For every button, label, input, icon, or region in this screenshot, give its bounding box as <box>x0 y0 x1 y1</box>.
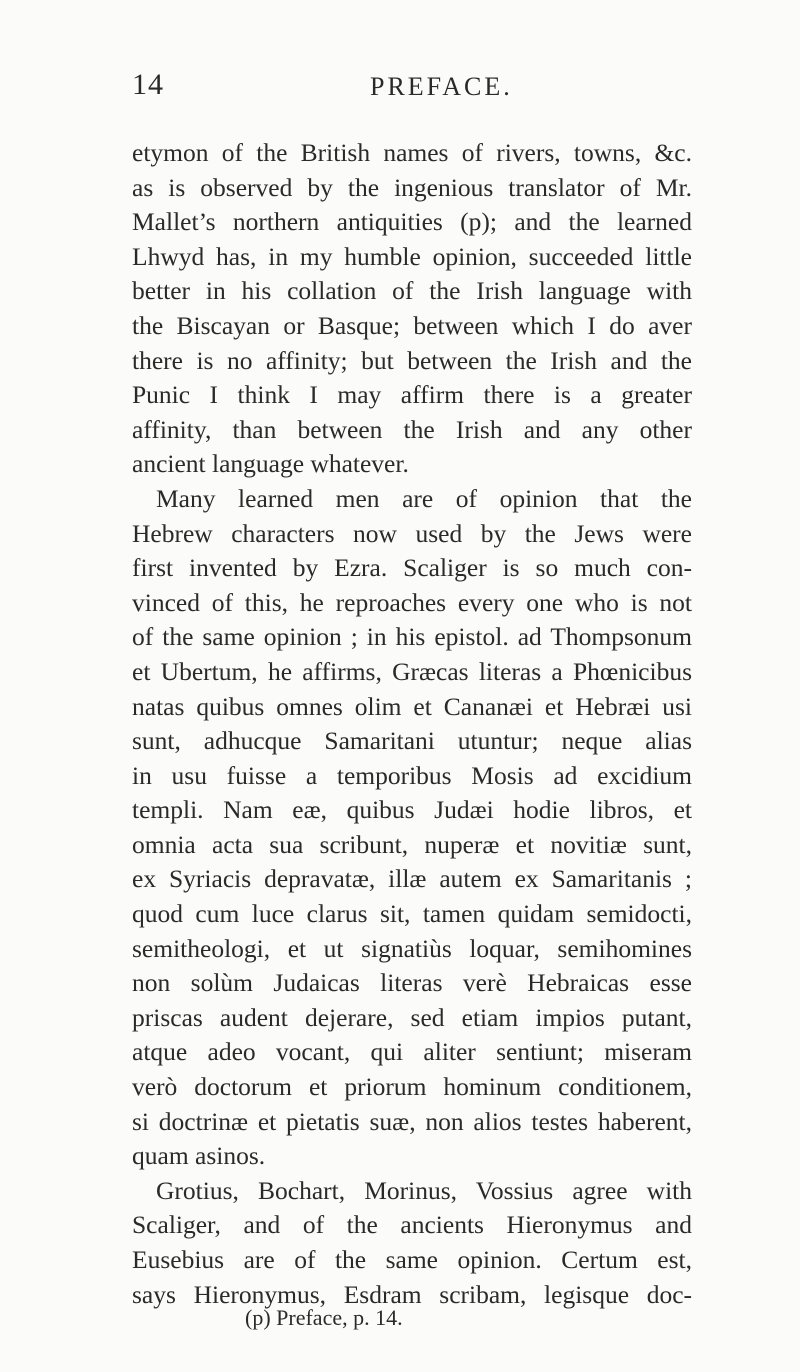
text-line: si doctrinæ et pietatis suæ, non alios testes haberent, <box>132 1106 692 1136</box>
text-line: Scaliger, and of the ancients Hieronymus and <box>132 1210 692 1240</box>
page-header <box>132 68 692 108</box>
text-line: Punic I think I may affirm there is a greater <box>132 380 692 410</box>
text-line: ancient language whatever. <box>132 449 409 479</box>
text-line: non solùm Judaicas literas verè Hebraicas esse <box>132 968 692 998</box>
text-line: there is no affinity; but between the Irish and the <box>132 345 692 375</box>
text-line: vinced of this, he reproaches every one who is not <box>132 587 692 617</box>
text-line: sunt, adhucque Samaritani utuntur; neque alias <box>132 726 692 756</box>
text-line: affinity, than between the Irish and any other <box>132 414 692 444</box>
text-line: quod cum luce clarus sit, tamen quidam semidocti, <box>132 899 692 929</box>
footnote: (p) Preface, p. 14. <box>245 1305 403 1330</box>
text-line: Mallet’s northern antiquities (p); and the learned <box>132 207 692 237</box>
text-line: better in his collation of the Irish language with <box>132 276 692 306</box>
text-line: atque adeo vocant, qui aliter sentiunt; miseram <box>132 1037 692 1067</box>
text-line: of the same opinion ; in his epistol. ad Thompsonum <box>132 622 692 652</box>
text-line: natas quibus omnes olim et Cananæi et Hebræi usi <box>132 691 692 721</box>
text-line: Lhwyd has, in my humble opinion, succeeded little <box>132 241 692 271</box>
text-line: et Ubertum, he affirms, Græcas literas a Phœnicibus <box>132 656 692 686</box>
text-line: Eusebius are of the same opinion. Certum est, <box>132 1245 692 1274</box>
text-line: semitheologi, et ut signatiùs loquar, semihomines <box>132 933 692 963</box>
text-line: first invented by Ezra. Scaliger is so much con- <box>132 553 692 583</box>
page-number: 14 <box>132 68 164 101</box>
text-line: templi. Nam eæ, quibus Judæi hodie libros, et <box>132 795 692 825</box>
text-line: etymon of the British names of rivers, towns, &c. <box>132 138 692 167</box>
text-line: the Biscayan or Basque; between which I do aver <box>132 310 692 340</box>
text-line: Hebrew characters now used by the Jews were <box>132 518 692 548</box>
text-line: verò doctorum et priorum hominum conditionem, <box>132 1072 692 1102</box>
text-line: Grotius, Bochart, Morinus, Vossius agree with <box>156 1175 692 1205</box>
text-line: as is observed by the ingenious translator of Mr. <box>132 172 692 202</box>
text-line: priscas audent dejerare, sed etiam impios putant, <box>132 1002 692 1032</box>
text-line: in usu fuisse a temporibus Mosis ad excidium <box>132 760 692 790</box>
body-text <box>132 136 692 1312</box>
text-line: Many learned men are of opinion that the <box>156 483 692 513</box>
running-head: PREFACE. <box>370 72 513 101</box>
text-line: quam asinos. <box>132 1141 266 1171</box>
text-line: ex Syriacis depravatæ, illæ autem ex Samaritanis ; <box>132 864 692 894</box>
text-line: says Hieronymus, Esdram scribam, legisque doc- <box>132 1279 692 1309</box>
text-line: omnia acta sua scribunt, nuperæ et novitiæ sunt, <box>132 829 692 859</box>
